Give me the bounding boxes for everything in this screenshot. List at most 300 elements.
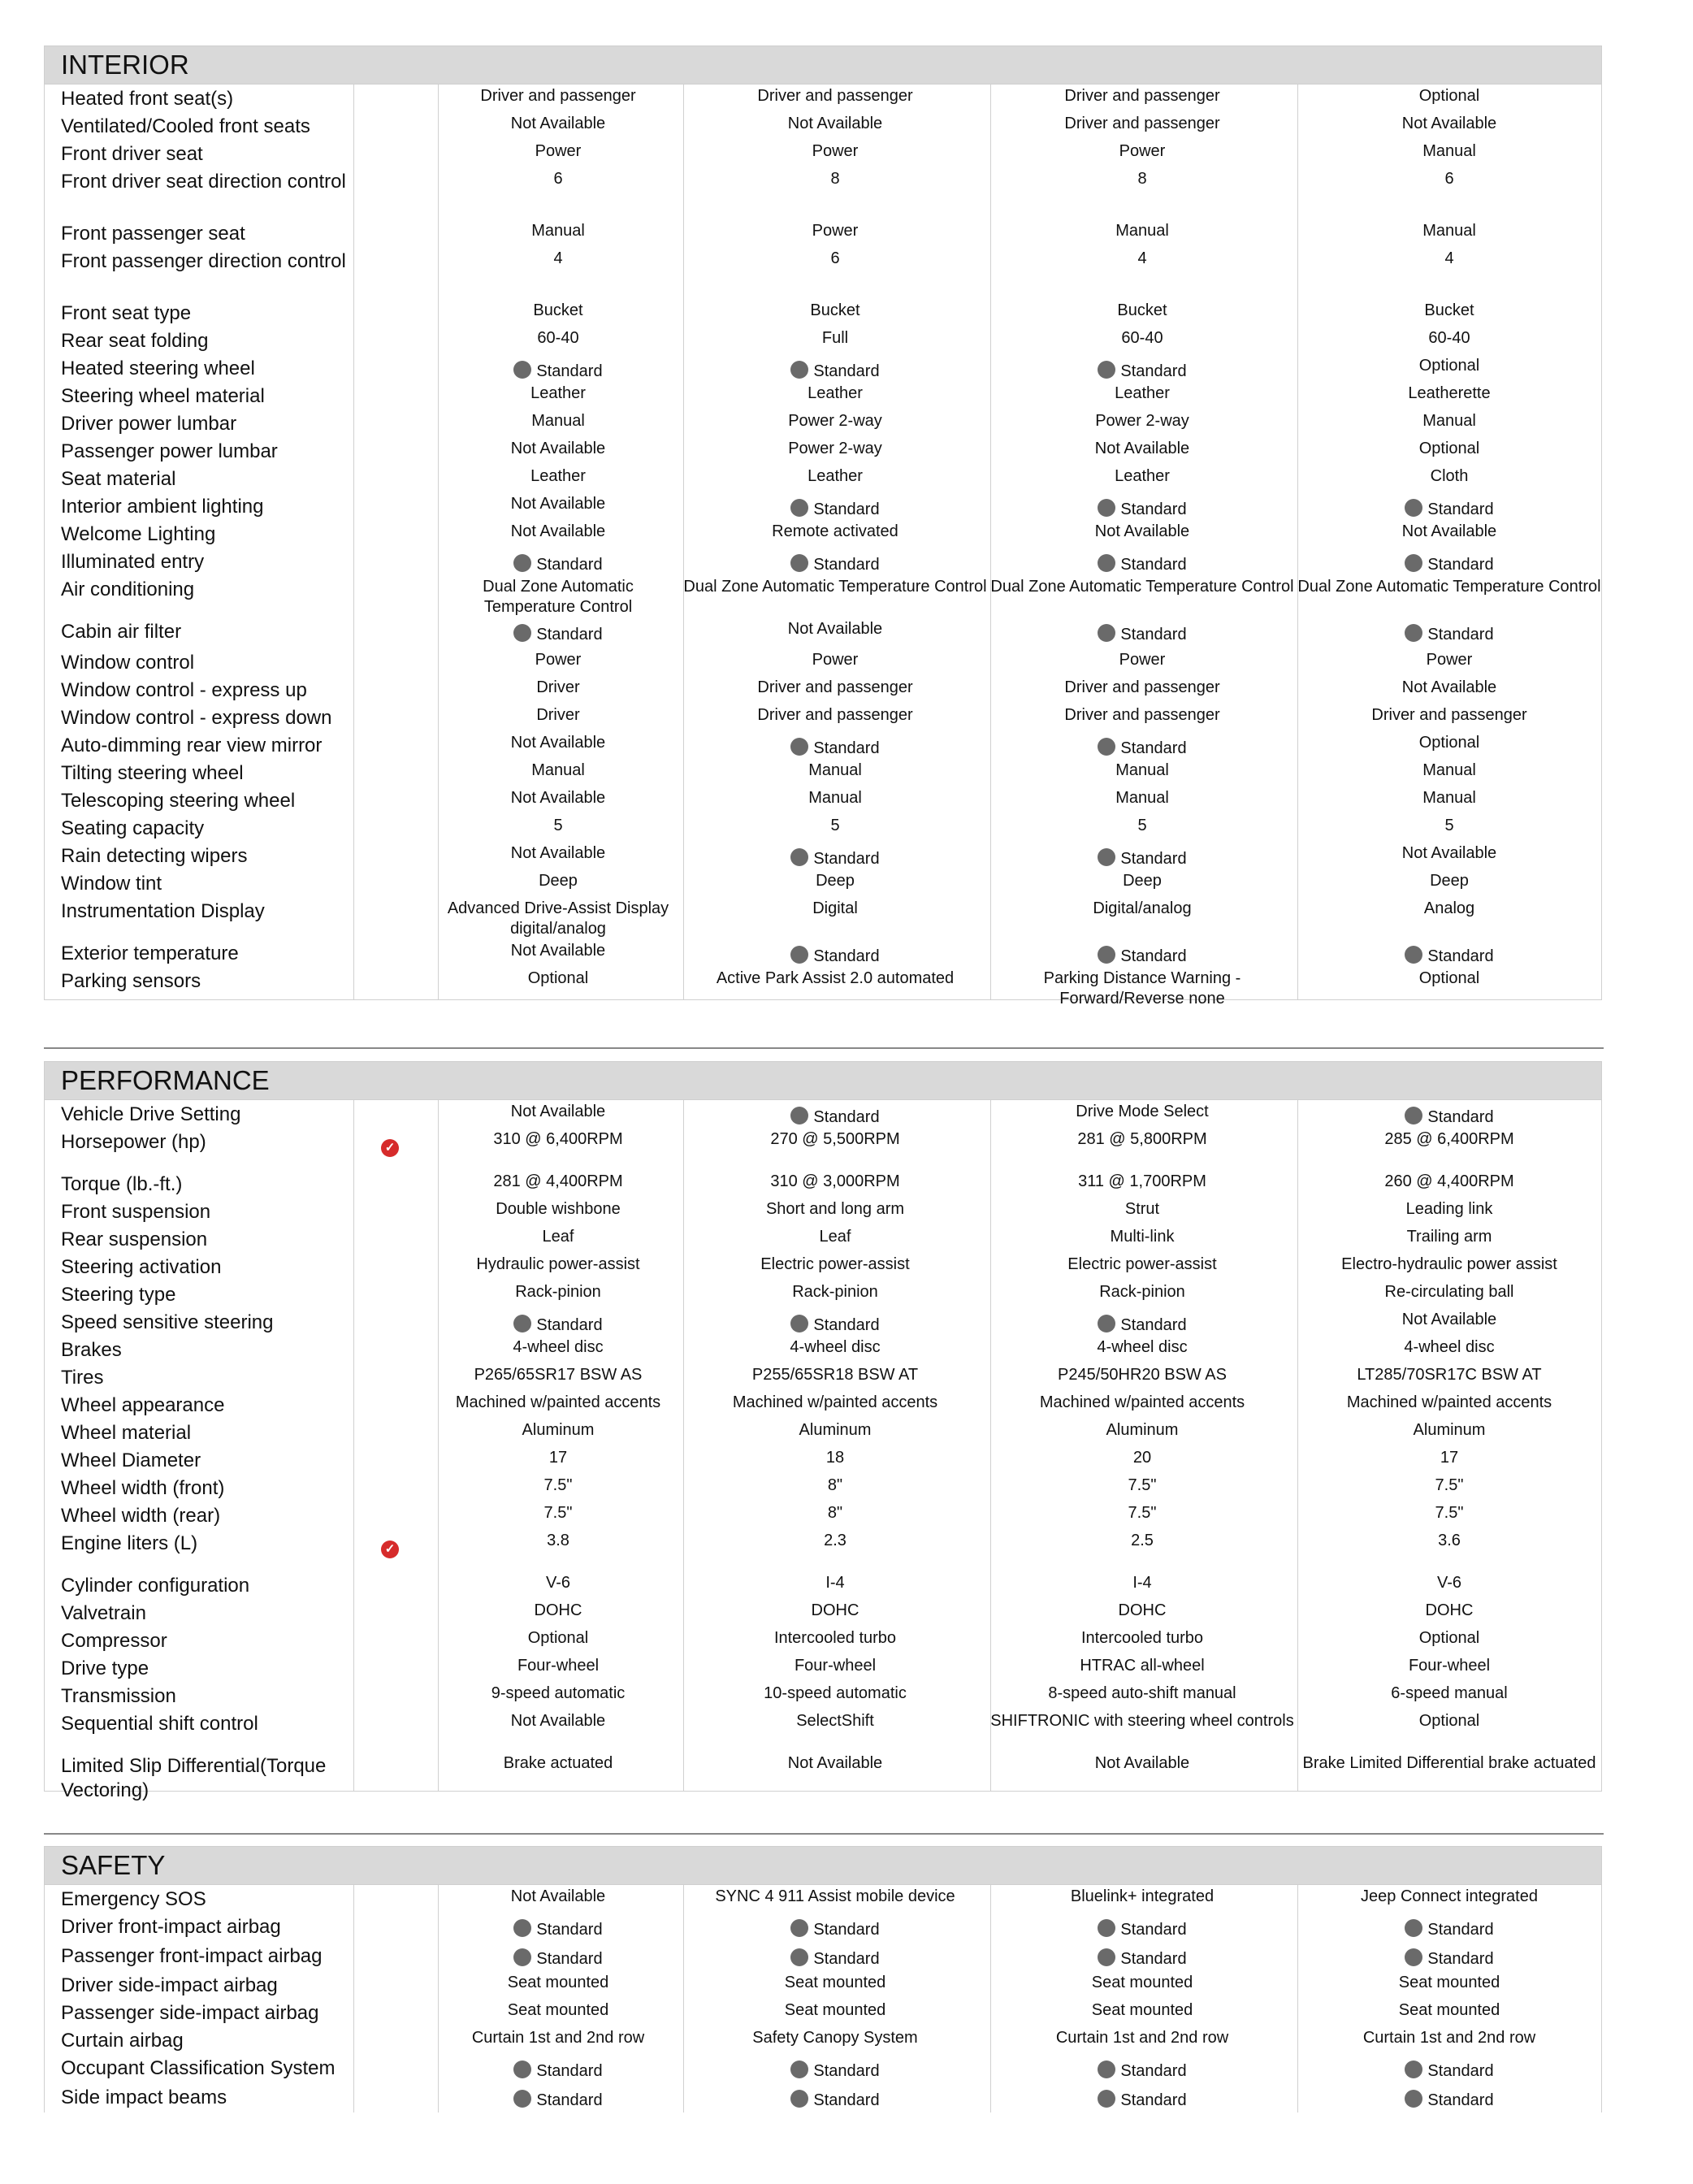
table-row <box>45 1529 1601 1571</box>
value-text: 18 <box>825 1449 845 1467</box>
value-cell <box>683 1628 987 1649</box>
value-cell <box>436 678 680 698</box>
value-text: Deep <box>816 872 855 890</box>
value-cell <box>436 968 680 989</box>
standard-dot-icon <box>1098 2060 1115 2078</box>
value-cell <box>436 650 680 670</box>
value-cell <box>683 466 987 487</box>
value-text: Optional <box>527 969 589 987</box>
value-text: Standard <box>1427 1108 1494 1126</box>
value-cell <box>1297 1365 1601 1385</box>
value-text: 4 <box>1137 249 1147 267</box>
value-text: Standard <box>536 556 603 574</box>
value-text: P265/65SR17 BSW AS <box>474 1366 643 1384</box>
value-cell <box>683 1711 987 1731</box>
row-label: Speed sensitive steering <box>61 1311 274 1333</box>
row-label: Steering type <box>61 1284 176 1306</box>
value-text: Deep <box>539 872 578 890</box>
value-cell <box>683 169 987 189</box>
value-text: Leather <box>1115 384 1170 402</box>
value-text: 4 <box>553 249 563 267</box>
value-cell <box>436 1337 680 1358</box>
value-cell <box>436 439 680 459</box>
table-row <box>45 939 1601 967</box>
table-row <box>45 299 1601 327</box>
value-text: Standard <box>813 1950 880 1968</box>
value-cell <box>1297 141 1601 162</box>
value-text: 7.5" <box>1435 1476 1464 1494</box>
row-label: Exterior temperature <box>61 942 239 964</box>
value-text: Machined w/painted accents <box>1346 1393 1552 1411</box>
value-text: DOHC <box>811 1601 859 1619</box>
value-text: Standard <box>1120 500 1187 518</box>
value-cell <box>436 1448 680 1468</box>
value-text: Standard <box>813 362 880 380</box>
table-row <box>45 437 1601 465</box>
table-row <box>45 1571 1601 1599</box>
table-row <box>45 1971 1601 1999</box>
value-cell <box>683 1393 987 1413</box>
value-cell <box>1297 2085 1601 2111</box>
value-text: Standard <box>536 626 603 644</box>
value-cell <box>683 1684 987 1704</box>
value-text: 7.5" <box>1128 1476 1157 1494</box>
value-cell <box>1297 1172 1601 1192</box>
value-text: 17 <box>548 1449 568 1467</box>
value-cell <box>436 1420 680 1441</box>
value-cell <box>436 577 680 618</box>
standard-dot-icon <box>513 361 531 379</box>
value-text: Advanced Drive-Assist Display digital/analog <box>447 899 669 938</box>
value-cell <box>683 2085 987 2111</box>
value-text: Power <box>535 142 582 160</box>
value-cell <box>683 1753 987 1774</box>
value-cell <box>1297 356 1601 376</box>
table-row <box>45 1446 1601 1474</box>
value-cell <box>683 1887 987 1907</box>
value-text: Curtain 1st and 2nd row <box>1055 2029 1229 2047</box>
row-label: Valvetrain <box>61 1602 146 1624</box>
standard-dot-icon <box>1405 2060 1422 2078</box>
value-text: Standard <box>1120 362 1187 380</box>
value-cell <box>990 577 1294 597</box>
value-cell <box>990 650 1294 670</box>
value-text: Leather <box>530 384 586 402</box>
value-text: Dual Zone Automatic Temperature Control <box>683 578 987 596</box>
table-row <box>45 575 1601 618</box>
value-text: Power <box>812 222 859 240</box>
table-row <box>45 1502 1601 1529</box>
value-cell <box>436 1973 680 1993</box>
table-row <box>45 1752 1601 1801</box>
value-cell <box>436 549 680 575</box>
value-cell <box>683 650 987 670</box>
value-text: Power 2-way <box>1095 412 1189 430</box>
row-label: Welcome Lighting <box>61 523 216 545</box>
value-text: DOHC <box>1425 1601 1474 1619</box>
value-text: Standard <box>536 2091 603 2109</box>
value-text: 4 <box>1444 249 1454 267</box>
row-label: Compressor <box>61 1630 167 1652</box>
value-cell <box>683 678 987 698</box>
value-text: Manual <box>1115 789 1169 807</box>
value-text: Curtain 1st and 2nd row <box>1362 2029 1536 2047</box>
row-label: Wheel width (front) <box>61 1477 225 1499</box>
value-text: Optional <box>1418 969 1480 987</box>
value-text: Not Available <box>1401 678 1497 696</box>
value-cell <box>990 169 1294 189</box>
value-cell <box>1297 2000 1601 2021</box>
value-cell <box>990 328 1294 349</box>
table-row <box>45 1128 1601 1170</box>
value-text: Standard <box>813 2091 880 2109</box>
table-row <box>45 704 1601 731</box>
value-cell <box>1297 1711 1601 1731</box>
row-label: Seat material <box>61 468 176 490</box>
value-cell <box>683 788 987 808</box>
table-row <box>45 897 1601 939</box>
value-cell <box>1297 1973 1601 1993</box>
value-cell <box>683 968 987 989</box>
value-text: Seat mounted <box>1091 2001 1193 2019</box>
value-text: Bucket <box>1117 301 1167 319</box>
value-cell <box>990 705 1294 726</box>
spec-table <box>44 1885 1602 2112</box>
standard-dot-icon <box>1098 1919 1115 1937</box>
value-cell <box>436 384 680 404</box>
value-text: Cloth <box>1430 467 1469 485</box>
value-cell <box>990 114 1294 134</box>
value-cell <box>990 549 1294 575</box>
value-cell <box>683 1601 987 1621</box>
table-row <box>45 1198 1601 1225</box>
value-cell <box>683 439 987 459</box>
value-cell <box>990 788 1294 808</box>
value-cell <box>683 494 987 520</box>
value-text: Intercooled turbo <box>1080 1629 1204 1647</box>
value-text: Dual Zone Automatic Temperature Control <box>990 578 1294 596</box>
value-cell <box>683 1337 987 1358</box>
section-performance <box>44 1061 1602 1801</box>
value-cell <box>990 1282 1294 1302</box>
row-label: Vehicle Drive Setting <box>61 1103 241 1125</box>
value-cell <box>990 678 1294 698</box>
standard-dot-icon <box>1405 624 1422 642</box>
value-text: HTRAC all-wheel <box>1080 1657 1205 1675</box>
value-cell <box>436 1503 680 1523</box>
value-text: 6 <box>553 170 563 188</box>
value-cell <box>1297 1887 1601 1907</box>
row-label: Passenger power lumbar <box>61 440 278 462</box>
value-text: Leatherette <box>1408 384 1491 402</box>
value-text: Not Available <box>1401 522 1497 540</box>
value-cell <box>436 1711 680 1731</box>
value-text: 3.6 <box>1438 1532 1461 1549</box>
table-row <box>45 520 1601 548</box>
value-text: Standard <box>813 947 880 965</box>
value-cell <box>683 522 987 542</box>
table-row <box>45 327 1601 354</box>
value-text: Aluminum <box>1106 1421 1179 1439</box>
value-cell <box>436 328 680 349</box>
value-cell <box>1297 1448 1601 1468</box>
value-text: Deep <box>1123 872 1162 890</box>
value-text: 8-speed auto-shift manual <box>1048 1684 1236 1702</box>
value-text: Curtain 1st and 2nd row <box>471 2029 645 2047</box>
value-text: Not Available <box>1094 440 1190 457</box>
value-text: Not Available <box>510 942 606 960</box>
spec-table <box>44 1100 1602 1801</box>
value-cell <box>436 1753 680 1774</box>
standard-dot-icon <box>790 499 808 517</box>
value-text: Not Available <box>510 844 606 862</box>
table-row <box>45 1627 1601 1654</box>
value-cell <box>990 1887 1294 1907</box>
value-cell <box>1297 1601 1601 1621</box>
row-label: Air conditioning <box>61 578 195 600</box>
row-label: Wheel Diameter <box>61 1450 201 1471</box>
value-text: Analog <box>1423 899 1475 917</box>
value-cell <box>683 114 987 134</box>
standard-dot-icon <box>1405 946 1422 964</box>
value-cell <box>1297 705 1601 726</box>
value-cell <box>990 384 1294 404</box>
value-cell <box>1297 1684 1601 1704</box>
value-cell <box>683 384 987 404</box>
table-row <box>45 786 1601 814</box>
value-text: Driver and passenger <box>1064 87 1220 105</box>
table-row <box>45 1885 1601 1913</box>
value-text: Standard <box>536 362 603 380</box>
value-cell <box>436 1310 680 1336</box>
row-label: Window control - express up <box>61 679 307 701</box>
value-cell <box>683 301 987 321</box>
value-text: Not Available <box>1094 1754 1190 1772</box>
value-text: Manual <box>1115 761 1169 779</box>
value-text: Driver and passenger <box>757 87 913 105</box>
value-text: Power <box>1426 651 1473 669</box>
value-text: Bluelink+ integrated <box>1070 1887 1215 1905</box>
row-label: Wheel appearance <box>61 1394 225 1416</box>
value-text: Electric power-assist <box>1067 1255 1217 1273</box>
value-text: 6-speed manual <box>1391 1684 1508 1702</box>
row-label: Seating capacity <box>61 817 205 839</box>
value-cell <box>990 356 1294 382</box>
value-text: Manual <box>1422 222 1476 240</box>
value-text: Seat mounted <box>784 1974 886 1991</box>
value-text: Manual <box>1422 789 1476 807</box>
value-text: Not Available <box>1094 522 1190 540</box>
row-label: Front driver seat <box>61 143 203 165</box>
value-cell <box>990 1254 1294 1275</box>
table-row <box>45 219 1601 247</box>
value-cell <box>990 1573 1294 1593</box>
value-text: Four-wheel <box>1408 1657 1491 1675</box>
value-text: Machined w/painted accents <box>1039 1393 1245 1411</box>
value-cell <box>436 411 680 431</box>
section-interior <box>44 46 1602 1008</box>
value-cell <box>1297 2028 1601 2048</box>
value-text: Multi-link <box>1110 1228 1175 1246</box>
value-text: Manual <box>1422 142 1476 160</box>
value-cell <box>990 1601 1294 1621</box>
value-cell <box>683 733 987 759</box>
row-label: Auto-dimming rear view mirror <box>61 734 323 756</box>
standard-dot-icon <box>790 738 808 756</box>
value-cell <box>436 1656 680 1676</box>
row-label: Rear suspension <box>61 1228 208 1250</box>
table-row <box>45 676 1601 704</box>
value-text: Standard <box>1427 626 1494 644</box>
value-cell <box>1297 522 1601 542</box>
value-text: Power <box>812 651 859 669</box>
standard-dot-icon <box>513 554 531 572</box>
table-row <box>45 1654 1601 1682</box>
row-label: Ventilated/Cooled front seats <box>61 115 310 137</box>
row-label: Tires <box>61 1367 104 1389</box>
value-text: Driver and passenger <box>480 87 636 105</box>
value-text: Drive Mode Select <box>1076 1103 1209 1120</box>
value-text: Leather <box>1115 467 1170 485</box>
value-text: Intercooled turbo <box>773 1629 897 1647</box>
value-cell <box>1297 1476 1601 1496</box>
standard-dot-icon <box>1098 946 1115 964</box>
value-cell <box>990 411 1294 431</box>
value-cell <box>683 843 987 869</box>
value-cell <box>1297 1503 1601 1523</box>
value-cell <box>436 494 680 514</box>
table-row <box>45 2083 1601 2112</box>
value-text: 6 <box>830 249 840 267</box>
value-cell <box>990 221 1294 241</box>
value-cell <box>1297 411 1601 431</box>
value-text: 260 @ 4,400RPM <box>1384 1172 1514 1190</box>
value-text: 7.5" <box>543 1476 573 1494</box>
value-cell <box>436 705 680 726</box>
value-cell <box>990 1365 1294 1385</box>
value-cell <box>1297 650 1601 670</box>
value-text: Short and long arm <box>765 1200 905 1218</box>
table-row <box>45 354 1601 382</box>
value-cell <box>990 1102 1294 1122</box>
value-cell <box>436 221 680 241</box>
value-text: 5 <box>1444 817 1454 834</box>
value-cell <box>1297 1199 1601 1220</box>
value-cell <box>436 1601 680 1621</box>
value-cell <box>683 1973 987 1993</box>
value-text: Manual <box>1115 222 1169 240</box>
value-cell <box>436 1102 680 1122</box>
value-cell <box>990 968 1294 1009</box>
value-cell <box>436 1476 680 1496</box>
value-text: Not Available <box>787 1754 883 1772</box>
value-text: Deep <box>1430 872 1469 890</box>
value-cell <box>436 1887 680 1907</box>
row-label: Front passenger direction control <box>61 250 346 272</box>
value-cell <box>683 86 987 106</box>
value-text: Standard <box>536 2062 603 2080</box>
table-row <box>45 167 1601 219</box>
standard-dot-icon <box>1405 499 1422 517</box>
value-cell <box>683 1199 987 1220</box>
value-text: Dual Zone Automatic Temperature Control <box>483 578 634 616</box>
value-text: 8" <box>827 1504 843 1522</box>
row-label: Transmission <box>61 1685 176 1707</box>
value-cell <box>683 1944 987 1970</box>
value-cell <box>436 249 680 269</box>
value-cell <box>1297 1914 1601 1940</box>
value-cell <box>990 760 1294 781</box>
value-cell <box>436 86 680 106</box>
table-row <box>45 1391 1601 1419</box>
table-row <box>45 548 1601 575</box>
value-text: SHIFTRONIC with steering wheel controls <box>990 1712 1294 1730</box>
table-row <box>45 842 1601 869</box>
value-text: Standard <box>536 1950 603 1968</box>
value-text: Manual <box>531 761 585 779</box>
table-row <box>45 492 1601 520</box>
value-cell <box>683 1102 987 1128</box>
value-cell <box>436 1944 680 1970</box>
row-label: Front seat type <box>61 302 192 324</box>
value-cell <box>436 1914 680 1940</box>
row-label: Illuminated entry <box>61 551 205 573</box>
value-cell <box>1297 968 1601 989</box>
value-cell <box>990 1227 1294 1247</box>
value-cell <box>1297 1282 1601 1302</box>
value-cell <box>1297 1102 1601 1128</box>
row-label: Steering wheel material <box>61 385 265 407</box>
value-text: 7.5" <box>543 1504 573 1522</box>
row-label: Sequential shift control <box>61 1713 258 1735</box>
value-cell <box>1297 788 1601 808</box>
value-cell <box>436 1282 680 1302</box>
value-text: Standard <box>1427 1950 1494 1968</box>
value-text: 4-wheel disc <box>790 1338 881 1356</box>
value-text: Power <box>1119 651 1166 669</box>
check-icon: ✓ <box>381 1540 399 1558</box>
value-text: I-4 <box>825 1574 845 1592</box>
value-text: 310 @ 3,000RPM <box>770 1172 900 1190</box>
section-safety <box>44 1846 1602 2112</box>
value-cell <box>990 816 1294 836</box>
value-cell <box>990 1503 1294 1523</box>
value-cell <box>1297 466 1601 487</box>
value-text: Rack-pinion <box>792 1283 878 1301</box>
value-cell <box>683 1282 987 1302</box>
row-label: Curtain airbag <box>61 2030 184 2052</box>
value-text: 285 @ 6,400RPM <box>1384 1130 1514 1148</box>
value-text: Standard <box>813 850 880 868</box>
value-text: 4-wheel disc <box>1097 1338 1188 1356</box>
value-cell <box>1297 1573 1601 1593</box>
value-cell <box>683 871 987 891</box>
row-label: Wheel material <box>61 1422 192 1444</box>
row-label: Telescoping steering wheel <box>61 790 296 812</box>
row-label: Window control - express down <box>61 707 332 729</box>
value-cell <box>990 1656 1294 1676</box>
value-text: Standard <box>1120 2062 1187 2080</box>
value-cell <box>990 1199 1294 1220</box>
value-cell <box>1297 1753 1601 1774</box>
value-text: 4-wheel disc <box>513 1338 604 1356</box>
value-text: Aluminum <box>799 1421 872 1439</box>
value-text: Optional <box>527 1629 589 1647</box>
value-text: Dual Zone Automatic Temperature Control <box>1297 578 1601 596</box>
value-cell <box>683 411 987 431</box>
row-label: Passenger side-impact airbag <box>61 2002 319 2024</box>
value-cell <box>683 1503 987 1523</box>
